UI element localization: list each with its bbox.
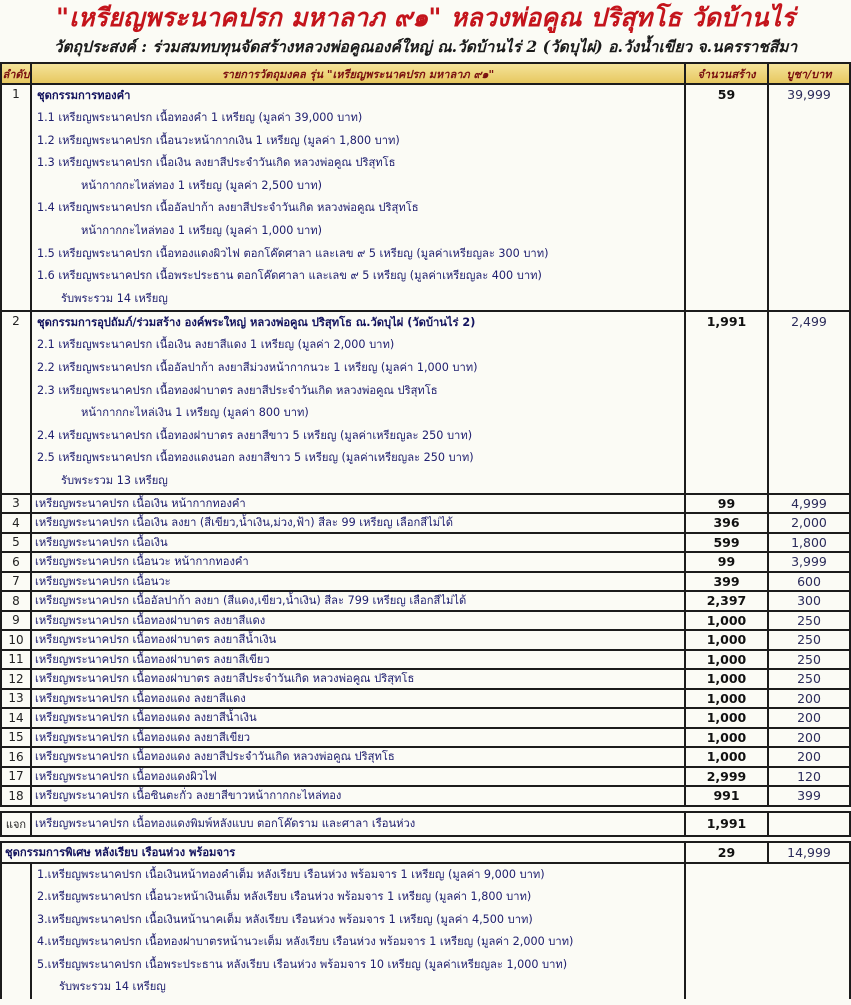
table-row bbox=[1, 630, 850, 650]
group-line: 1.5 เหรียญพระนาคปรก เนื้อทองแดงผิวไฟ ตอกโค๊ดศาลา และเลข ๙ 5 เหรียญ (มูลค่าเหรียญละ 300 บาท) bbox=[37, 246, 549, 260]
row-item: เหรียญพระนาคปรก เนื้อเงิน ลงยา (สีเขียว,น้ำเงิน,ม่วง,ฟ้า) สีละ 99 เหรียญ เลือกสีไม่ได้ bbox=[31, 513, 685, 533]
row-no: 2 bbox=[1, 311, 31, 493]
row-price: 2,000 bbox=[768, 513, 850, 533]
group-line: หน้ากากกะไหล่ทอง 1 เหรียญ (มูลค่า 1,000 บาท) bbox=[81, 223, 323, 237]
header-item: รายการวัตถุมงคล รุ่น "เหรียญพระนาคปรก มหาลาภ ๙๑" bbox=[31, 63, 685, 84]
row-item: เหรียญพระนาคปรก เนื้อทองฝาบาตร ลงยาสีแดง bbox=[31, 611, 685, 631]
group-line: 1.3 เหรียญพระนาคปรก เนื้อเงิน ลงยาสีประจำวันเกิด หลวงพ่อคูณ ปริสุทโธ bbox=[37, 156, 396, 170]
row-no: 16 bbox=[1, 747, 31, 767]
table-row bbox=[1, 669, 850, 689]
table-row bbox=[1, 786, 850, 806]
group-title: ชุดกรรมการทองคำ bbox=[37, 89, 131, 102]
row-qty: 599 bbox=[685, 533, 768, 553]
row-no: 9 bbox=[1, 611, 31, 631]
row-no: 6 bbox=[1, 552, 31, 572]
table-row-special-body bbox=[1, 863, 850, 999]
table-row bbox=[1, 572, 850, 592]
row-no: 1 bbox=[1, 84, 31, 311]
row-no: 12 bbox=[1, 669, 31, 689]
table-row bbox=[1, 591, 850, 611]
row-price: 600 bbox=[768, 572, 850, 592]
table-row bbox=[1, 611, 850, 631]
row-item bbox=[31, 84, 685, 311]
group-line: 2.3 เหรียญพระนาคปรก เนื้อทองฝาบาตร ลงยาสีประจำวันเกิด หลวงพ่อคูณ ปริสุทโธ bbox=[37, 383, 438, 397]
row-item: เหรียญพระนาคปรก เนื้อทองฝาบาตร ลงยาสีประจำวันเกิด หลวงพ่อคูณ ปริสุทโธ bbox=[31, 669, 685, 689]
row-no: แจก bbox=[1, 812, 31, 836]
special-line: 3.เหรียญพระนาคปรก เนื้อเงินหน้านาคเต็ม หลังเรียบ เรือนห่วง พร้อมจาร 1 เหรียญ (มูลค่า 4,500 บาท) bbox=[37, 912, 533, 926]
row-qty: 1,000 bbox=[685, 747, 768, 767]
table-row bbox=[1, 533, 850, 553]
group-line: 2.4 เหรียญพระนาคปรก เนื้อทองฝาบาตร ลงยาสีขาว 5 เหรียญ (มูลค่าเหรียญละ 250 บาท) bbox=[37, 428, 473, 442]
row-qty: 99 bbox=[685, 552, 768, 572]
row-no: 10 bbox=[1, 630, 31, 650]
row-price: 2,499 bbox=[768, 311, 850, 493]
price-table bbox=[0, 62, 851, 999]
row-qty: 2,397 bbox=[685, 591, 768, 611]
table-row-group-1 bbox=[1, 84, 850, 311]
row-no: 17 bbox=[1, 767, 31, 787]
special-price: 14,999 bbox=[768, 842, 850, 863]
row-item: เหรียญพระนาคปรก เนื้อนวะ หน้ากากทองคำ bbox=[31, 552, 685, 572]
row-qty: 1,000 bbox=[685, 689, 768, 709]
row-price: 200 bbox=[768, 728, 850, 748]
row-item: เหรียญพระนาคปรก เนื้ออัลปาก้า ลงยา (สีแดง,เขียว,น้ำเงิน) สีละ 799 เหรียญ เลือกสีไม่ได้ bbox=[31, 591, 685, 611]
row-no: 18 bbox=[1, 786, 31, 806]
table-row bbox=[1, 767, 850, 787]
row-qty: 399 bbox=[685, 572, 768, 592]
row-qty: 1,991 bbox=[685, 311, 768, 493]
row-qty: 991 bbox=[685, 786, 768, 806]
row-price: 300 bbox=[768, 591, 850, 611]
row-qty: 59 bbox=[685, 84, 768, 311]
row-item: เหรียญพระนาคปรก เนื้อทองแดงพิมพ์หลังแบบ ตอกโค๊ดราม และศาลา เรือนห่วง bbox=[31, 812, 685, 836]
group-line: 1.2 เหรียญพระนาคปรก เนื้อนวะหน้ากากเงิน 1 เหรียญ (มูลค่า 1,800 บาท) bbox=[37, 133, 400, 147]
table-row bbox=[1, 728, 850, 748]
row-price: 250 bbox=[768, 630, 850, 650]
row-qty: 1,000 bbox=[685, 669, 768, 689]
row-item: เหรียญพระนาคปรก เนื้อทองแดง ลงยาสีน้ำเงิน bbox=[31, 708, 685, 728]
row-item: เหรียญพระนาคปรก เนื้อทองแดงผิวไฟ bbox=[31, 767, 685, 787]
table-row bbox=[1, 747, 850, 767]
row-price: 1,800 bbox=[768, 533, 850, 553]
row-price: 200 bbox=[768, 708, 850, 728]
group-line: 2.5 เหรียญพระนาคปรก เนื้อทองแดงนอก ลงยาสีขาว 5 เหรียญ (มูลค่าเหรียญละ 250 บาท) bbox=[37, 451, 474, 465]
special-total: รับพระรวม 14 เหรียญ bbox=[59, 980, 166, 993]
row-price: 399 bbox=[768, 786, 850, 806]
special-line: 5.เหรียญพระนาคปรก เนื้อพระประธาน หลังเรียบ เรือนห่วง พร้อมจาร 10 เหรียญ (มูลค่าเหรียญละ 1,000 บาท) bbox=[37, 957, 568, 971]
row-qty: 1,991 bbox=[685, 812, 768, 836]
row-price: 200 bbox=[768, 747, 850, 767]
row-no: 14 bbox=[1, 708, 31, 728]
special-lines bbox=[31, 863, 685, 999]
row-item: เหรียญพระนาคปรก เนื้อทองแดง ลงยาสีแดง bbox=[31, 689, 685, 709]
row-qty: 99 bbox=[685, 494, 768, 514]
table-row-special-header bbox=[1, 842, 850, 863]
row-price: 120 bbox=[768, 767, 850, 787]
special-line: 4.เหรียญพระนาคปรก เนื้อทองฝาบาตรหน้านวะเต็ม หลังเรียบ เรือนห่วง พร้อมจาร 1 เหรียญ (มูลค่า 2,000 บาท) bbox=[37, 935, 574, 948]
table-row bbox=[1, 494, 850, 514]
row-item: เหรียญพระนาคปรก เนื้อทองฝาบาตร ลงยาสีเขียว bbox=[31, 650, 685, 670]
special-no-cell bbox=[1, 863, 31, 999]
special-empty-cell bbox=[685, 863, 850, 999]
page-subtitle: วัตถุประสงค์ : ร่วมสมทบทุนจัดสร้างหลวงพ่อคูณองค์ใหญ่ ณ.วัดบ้านไร่ 2 (วัดบุไผ่) อ.วังน้ำเขียว จ.นครราชสีมา bbox=[53, 37, 798, 56]
group-line: หน้ากากกะไหล่เงิน 1 เหรียญ (มูลค่า 800 บาท) bbox=[81, 406, 309, 420]
row-item: เหรียญพระนาคปรก เนื้อทองแดง ลงยาสีประจำวันเกิด หลวงพ่อคูณ ปริสุทโธ bbox=[31, 747, 685, 767]
special-line: 1.เหรียญพระนาคปรก เนื้อเงินหน้าทองคำเต็ม หลังเรียบ เรือนห่วง พร้อมจาร 1 เหรียญ (มูลค่า 9,000 บาท) bbox=[37, 867, 545, 881]
row-no: 3 bbox=[1, 494, 31, 514]
row-qty: 1,000 bbox=[685, 650, 768, 670]
row-no: 13 bbox=[1, 689, 31, 709]
table-row-giveaway bbox=[1, 812, 850, 836]
page-title: "เหรียญพระนาคปรก มหาลาภ ๙๑" หลวงพ่อคูณ ปริสุทโธ วัดบ้านไร่ bbox=[55, 3, 796, 32]
group-total: รับพระรวม 14 เหรียญ bbox=[61, 291, 168, 305]
row-item: เหรียญพระนาคปรก เนื้อเงิน หน้ากากทองคำ bbox=[31, 494, 685, 514]
row-no: 4 bbox=[1, 513, 31, 533]
row-price: 250 bbox=[768, 611, 850, 631]
row-no: 7 bbox=[1, 572, 31, 592]
row-item: เหรียญพระนาคปรก เนื้อซินตะกั่ว ลงยาสีขาวหน้ากากกะไหล่ทอง bbox=[31, 786, 685, 806]
row-price: 3,999 bbox=[768, 552, 850, 572]
row-price: 250 bbox=[768, 669, 850, 689]
table-row bbox=[1, 552, 850, 572]
row-item: เหรียญพระนาคปรก เนื้อนวะ bbox=[31, 572, 685, 592]
header-no: ลำดับ bbox=[1, 63, 31, 84]
special-line: 2.เหรียญพระนาคปรก เนื้อนวะหน้าเงินเต็ม หลังเรียบ เรือนห่วง พร้อมจาร 1 เหรียญ (มูลค่า 1,800 บาท) bbox=[37, 890, 532, 903]
row-no: 11 bbox=[1, 650, 31, 670]
row-qty: 1,000 bbox=[685, 728, 768, 748]
row-item: เหรียญพระนาคปรก เนื้อเงิน bbox=[31, 533, 685, 553]
group-title: ชุดกรรมการอุปถัมภ์/ร่วมสร้าง องค์พระใหญ่ หลวงพ่อคูณ ปริสุทโธ ณ.วัดบุไผ่ (วัดบ้านไร่ 2) bbox=[37, 316, 476, 330]
special-qty: 29 bbox=[685, 842, 768, 863]
table-row bbox=[1, 513, 850, 533]
row-qty: 1,000 bbox=[685, 630, 768, 650]
row-qty: 1,000 bbox=[685, 708, 768, 728]
special-title: ชุดกรรมการพิเศษ หลังเรียบ เรือนห่วง พร้อมจาร bbox=[1, 842, 685, 863]
row-item: เหรียญพระนาคปรก เนื้อทองฝาบาตร ลงยาสีน้ำเงิน bbox=[31, 630, 685, 650]
table-row bbox=[1, 650, 850, 670]
group-line: 1.4 เหรียญพระนาคปรก เนื้ออัลปาก้า ลงยาสีประจำวันเกิด หลวงพ่อคูณ ปริสุทโธ bbox=[37, 201, 419, 215]
row-no: 15 bbox=[1, 728, 31, 748]
table-header-row bbox=[1, 63, 850, 84]
row-price: 39,999 bbox=[768, 84, 850, 311]
row-item bbox=[31, 311, 685, 493]
group-total: รับพระรวม 13 เหรียญ bbox=[61, 473, 168, 487]
row-no: 5 bbox=[1, 533, 31, 553]
table-row bbox=[1, 689, 850, 709]
header-qty: จำนวนสร้าง bbox=[685, 63, 768, 84]
row-price: 200 bbox=[768, 689, 850, 709]
group-line: 2.1 เหรียญพระนาคปรก เนื้อเงิน ลงยาสีแดง 1 เหรียญ (มูลค่า 2,000 บาท) bbox=[37, 338, 395, 352]
header-price: บูชา/บาท bbox=[768, 63, 850, 84]
row-item: เหรียญพระนาคปรก เนื้อทองแดง ลงยาสีเขียว bbox=[31, 728, 685, 748]
row-price: 4,999 bbox=[768, 494, 850, 514]
row-no: 8 bbox=[1, 591, 31, 611]
row-qty: 1,000 bbox=[685, 611, 768, 631]
row-price: 250 bbox=[768, 650, 850, 670]
row-qty: 396 bbox=[685, 513, 768, 533]
group-line: 1.6 เหรียญพระนาคปรก เนื้อพระประธาน ตอกโค๊ดศาลา และเลข ๙ 5 เหรียญ (มูลค่าเหรียญละ 400 บาท) bbox=[37, 269, 542, 283]
table-row bbox=[1, 708, 850, 728]
group-line: 2.2 เหรียญพระนาคปรก เนื้ออัลปาก้า ลงยาสีม่วงหน้ากากนวะ 1 เหรียญ (มูลค่า 1,000 บาท) bbox=[37, 360, 478, 374]
table-row-group-2 bbox=[1, 311, 850, 493]
row-price bbox=[768, 812, 850, 836]
group-line: หน้ากากกะไหล่ทอง 1 เหรียญ (มูลค่า 2,500 บาท) bbox=[81, 178, 323, 192]
group-line: 1.1 เหรียญพระนาคปรก เนื้อทองคำ 1 เหรียญ (มูลค่า 39,000 บาท) bbox=[37, 111, 363, 124]
row-qty: 2,999 bbox=[685, 767, 768, 787]
